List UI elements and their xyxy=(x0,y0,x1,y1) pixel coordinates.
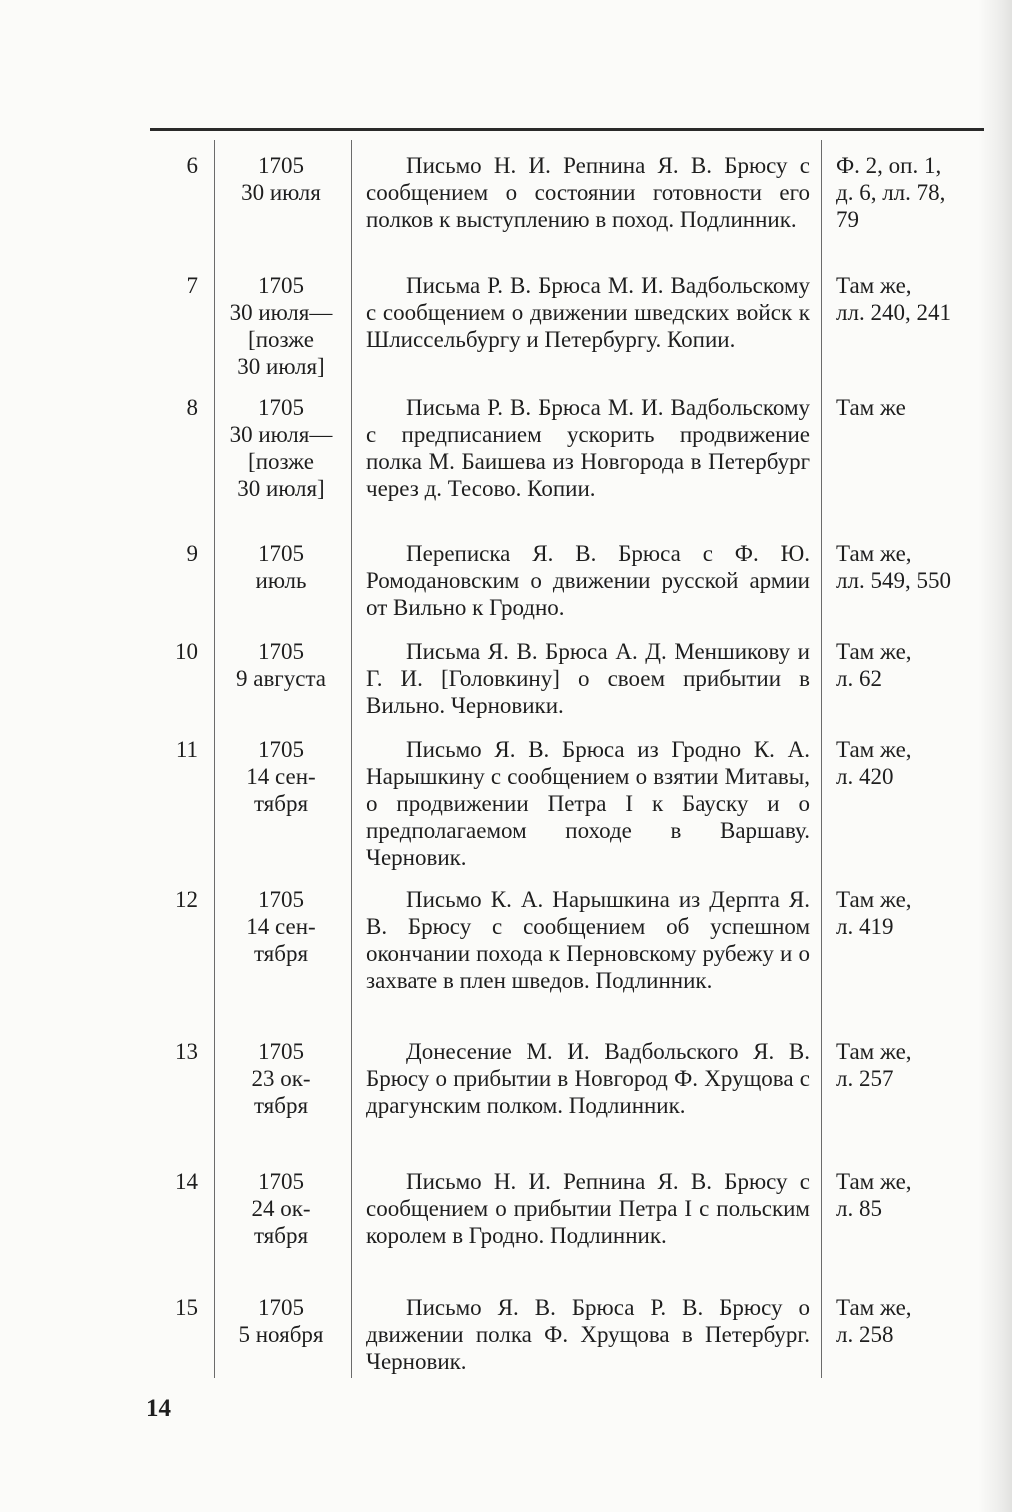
row-date: 1705 июль xyxy=(255,541,307,593)
row-description: Письмо Н. И. Репнина Я. В. Брюсу с сообщением о состоянии готовности его полков к выступлению в поход. Подлинник. xyxy=(366,153,810,232)
row-reference: Там же, л. 258 xyxy=(836,1295,912,1347)
column-divider-description xyxy=(351,140,352,1378)
row-description: Переписка Я. В. Брюса с Ф. Ю. Ромодановским о движении русской армии от Вильно к Гродно. xyxy=(366,541,810,620)
row-number: 14 xyxy=(175,1169,198,1194)
row-description: Письма Р. В. Брюса М. И. Вадбольскому с предписанием ускорить продвижение полка М. Баишева из Новгорода в Петербург через д. Тесово. Копии. xyxy=(366,395,810,501)
row-number: 15 xyxy=(175,1295,198,1320)
row-number: 13 xyxy=(175,1039,198,1064)
row-date: 1705 14 сен- тября xyxy=(246,737,316,816)
row-reference: Ф. 2, оп. 1, д. 6, лл. 78, 79 xyxy=(836,153,946,232)
row-reference: Там же, л. 62 xyxy=(836,639,912,691)
page-number: 14 xyxy=(146,1395,171,1422)
row-reference: Там же, лл. 240, 241 xyxy=(836,273,951,325)
row-date: 1705 24 ок- тября xyxy=(251,1169,311,1248)
row-description: Письмо Я. В. Брюса Р. В. Брюсу о движении полка Ф. Хрущова в Петербург. Черновик. xyxy=(366,1295,810,1374)
row-reference: Там же, л. 419 xyxy=(836,887,912,939)
table-top-rule xyxy=(150,128,984,131)
row-date: 1705 5 ноября xyxy=(238,1295,324,1347)
row-description: Письмо Н. И. Репнина Я. В. Брюсу с сообщением о прибытии Петра I с польским королем в Гродно. Подлинник. xyxy=(366,1169,810,1248)
row-date: 1705 9 августа xyxy=(235,639,326,691)
column-divider-date xyxy=(214,140,215,1378)
row-date: 1705 30 июля— [позже 30 июля] xyxy=(229,395,333,501)
row-description: Письмо К. А. Нарышкина из Дерпта Я. В. Брюсу с сообщением об успешном окончании похода к Перновскому рубежу и о захвате в плен шведов. Подлинник. xyxy=(366,887,810,993)
row-number: 10 xyxy=(175,639,198,664)
row-reference: Там же xyxy=(836,395,906,420)
page-edge-shadow xyxy=(978,0,1012,1512)
row-number: 7 xyxy=(186,273,198,298)
row-number: 6 xyxy=(186,153,198,178)
row-reference: Там же, лл. 549, 550 xyxy=(836,541,951,593)
row-description: Письма Р. В. Брюса М. И. Вадбольскому с сообщением о движении шведских войск к Шлиссельбургу и Петербургу. Копии. xyxy=(366,273,810,352)
row-description: Письмо Я. В. Брюса из Гродно К. А. Нарышкину с сообщением о взятии Митавы, о продвижении Петра I к Бауску и о предполагаемом походе в Варшаву. Черновик. xyxy=(366,737,810,870)
column-divider-reference xyxy=(821,140,822,1378)
row-number: 11 xyxy=(175,737,198,762)
row-number: 12 xyxy=(175,887,198,912)
row-number: 8 xyxy=(186,395,198,420)
row-description: Письма Я. В. Брюса А. Д. Меншикову и Г. И. [Головкину] о своем прибытии в Вильно. Черновики. xyxy=(366,639,810,718)
row-number: 9 xyxy=(186,541,198,566)
row-date: 1705 14 сен- тября xyxy=(246,887,316,966)
row-date: 1705 23 ок- тября xyxy=(251,1039,311,1118)
row-date: 1705 30 июля xyxy=(241,153,321,205)
row-reference: Там же, л. 420 xyxy=(836,737,912,789)
row-reference: Там же, л. 257 xyxy=(836,1039,912,1091)
row-date: 1705 30 июля— [позже 30 июля] xyxy=(229,273,333,379)
row-reference: Там же, л. 85 xyxy=(836,1169,912,1221)
row-description: Донесение М. И. Вадбольского Я. В. Брюсу о прибытии в Новгород Ф. Хрущова с драгунским полком. Подлинник. xyxy=(366,1039,810,1118)
